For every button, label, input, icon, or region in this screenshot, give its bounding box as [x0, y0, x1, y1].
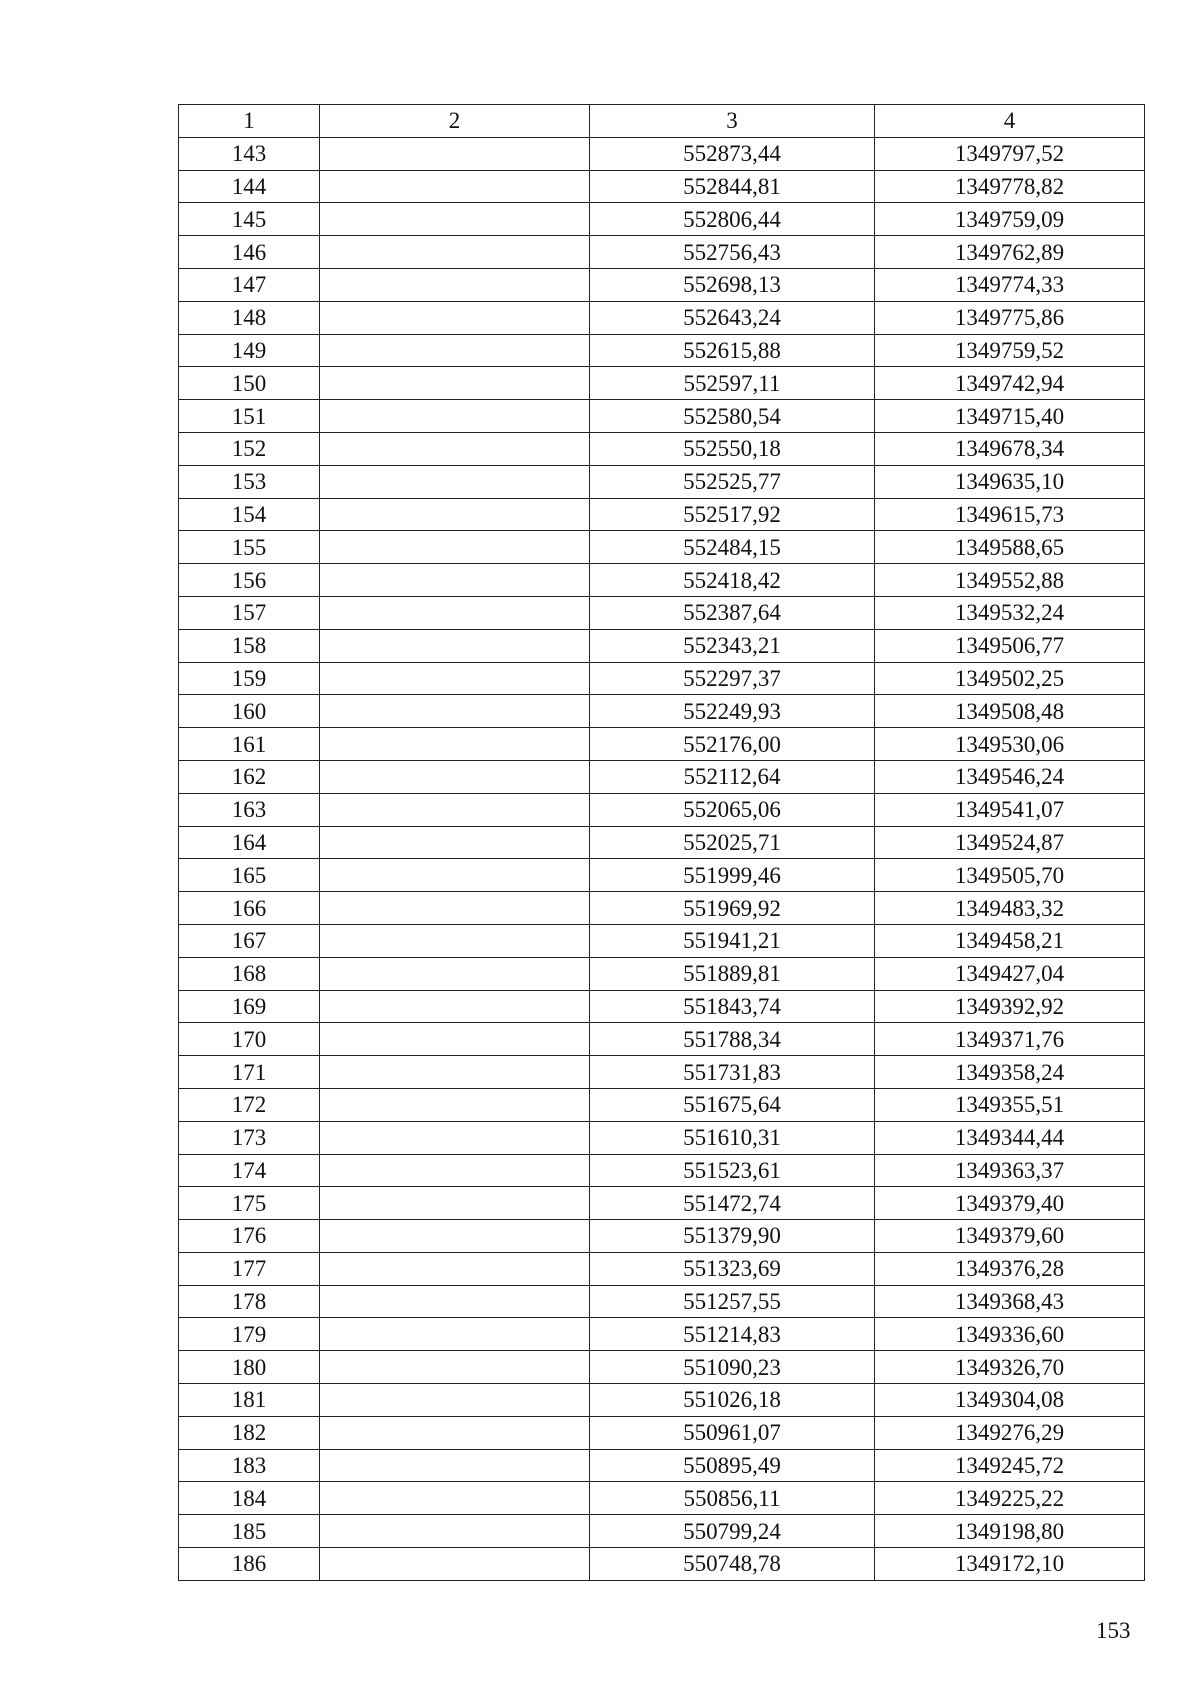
table-cell: 185 — [179, 1515, 320, 1548]
table-cell: 161 — [179, 728, 320, 761]
table-cell: 552484,15 — [590, 531, 875, 564]
table-cell: 179 — [179, 1318, 320, 1351]
table-cell — [320, 892, 590, 925]
table-cell — [320, 662, 590, 695]
table-cell: 1349326,70 — [875, 1351, 1145, 1384]
table-cell: 552698,13 — [590, 268, 875, 301]
table-cell: 1349635,10 — [875, 465, 1145, 498]
table-cell: 1349276,29 — [875, 1416, 1145, 1449]
table-cell: 1349778,82 — [875, 170, 1145, 203]
table-row — [179, 728, 1145, 761]
table-cell: 1349774,33 — [875, 268, 1145, 301]
column-header: 3 — [590, 105, 875, 138]
table-cell: 551675,64 — [590, 1088, 875, 1121]
table-cell — [320, 1515, 590, 1548]
table-cell — [320, 924, 590, 957]
table-cell — [320, 1023, 590, 1056]
table-cell — [320, 1154, 590, 1187]
table-cell: 1349392,92 — [875, 990, 1145, 1023]
table-cell: 1349797,52 — [875, 137, 1145, 170]
table-cell — [320, 957, 590, 990]
table-row — [179, 760, 1145, 793]
table-cell: 1349505,70 — [875, 859, 1145, 892]
table-cell: 1349588,65 — [875, 531, 1145, 564]
table-cell: 551731,83 — [590, 1056, 875, 1089]
table-cell: 173 — [179, 1121, 320, 1154]
table-cell: 1349245,72 — [875, 1449, 1145, 1482]
table-cell: 1349304,08 — [875, 1384, 1145, 1417]
table-row — [179, 531, 1145, 564]
table-cell — [320, 990, 590, 1023]
table-cell — [320, 629, 590, 662]
table-cell: 552844,81 — [590, 170, 875, 203]
table-cell: 552643,24 — [590, 301, 875, 334]
table-cell: 551999,46 — [590, 859, 875, 892]
table-row — [179, 957, 1145, 990]
table-cell — [320, 826, 590, 859]
table-row — [179, 1449, 1145, 1482]
table-cell: 169 — [179, 990, 320, 1023]
table-cell: 551889,81 — [590, 957, 875, 990]
table-row — [179, 1285, 1145, 1318]
table-header-row — [179, 105, 1145, 138]
coordinates-table — [178, 104, 1145, 1581]
table-row — [179, 498, 1145, 531]
table-row — [179, 662, 1145, 695]
table-row — [179, 1318, 1145, 1351]
table-cell: 1349225,22 — [875, 1482, 1145, 1515]
table-cell: 144 — [179, 170, 320, 203]
table-cell — [320, 498, 590, 531]
table-cell: 1349541,07 — [875, 793, 1145, 826]
table-row — [179, 170, 1145, 203]
table-cell: 550961,07 — [590, 1416, 875, 1449]
table-row — [179, 1548, 1145, 1581]
table-row — [179, 1515, 1145, 1548]
table-row — [179, 1384, 1145, 1417]
table-row — [179, 334, 1145, 367]
table-cell: 552176,00 — [590, 728, 875, 761]
table-cell: 552615,88 — [590, 334, 875, 367]
table-cell — [320, 268, 590, 301]
table-cell — [320, 728, 590, 761]
table-cell: 155 — [179, 531, 320, 564]
table-row — [179, 203, 1145, 236]
table-cell: 1349355,51 — [875, 1088, 1145, 1121]
table-cell: 170 — [179, 1023, 320, 1056]
table-cell: 1349678,34 — [875, 432, 1145, 465]
table-cell — [320, 1252, 590, 1285]
table-row — [179, 1252, 1145, 1285]
table-cell: 1349363,37 — [875, 1154, 1145, 1187]
table-cell: 551214,83 — [590, 1318, 875, 1351]
table-row — [179, 236, 1145, 269]
table-cell: 1349483,32 — [875, 892, 1145, 925]
table-cell — [320, 1548, 590, 1581]
table-cell: 158 — [179, 629, 320, 662]
table-row — [179, 432, 1145, 465]
table-cell: 551257,55 — [590, 1285, 875, 1318]
table-row — [179, 695, 1145, 728]
table-row — [179, 1154, 1145, 1187]
table-cell: 154 — [179, 498, 320, 531]
table-cell — [320, 1416, 590, 1449]
column-header: 2 — [320, 105, 590, 138]
table-cell: 551969,92 — [590, 892, 875, 925]
table-cell: 1349715,40 — [875, 400, 1145, 433]
table-cell: 1349524,87 — [875, 826, 1145, 859]
table-cell: 1349552,88 — [875, 564, 1145, 597]
table-cell: 551379,90 — [590, 1220, 875, 1253]
table-row — [179, 924, 1145, 957]
table-cell: 1349368,43 — [875, 1285, 1145, 1318]
table-cell: 1349427,04 — [875, 957, 1145, 990]
table-cell: 175 — [179, 1187, 320, 1220]
table-cell: 178 — [179, 1285, 320, 1318]
table-cell — [320, 1056, 590, 1089]
table-cell: 550856,11 — [590, 1482, 875, 1515]
table-cell: 168 — [179, 957, 320, 990]
table-cell: 552387,64 — [590, 596, 875, 629]
table-cell: 1349502,25 — [875, 662, 1145, 695]
table-cell: 552249,93 — [590, 695, 875, 728]
table-cell: 552112,64 — [590, 760, 875, 793]
table-cell: 145 — [179, 203, 320, 236]
table-cell: 1349532,24 — [875, 596, 1145, 629]
table-cell: 1349358,24 — [875, 1056, 1145, 1089]
table-cell: 149 — [179, 334, 320, 367]
table-row — [179, 1187, 1145, 1220]
table-cell: 552756,43 — [590, 236, 875, 269]
table-cell: 551843,74 — [590, 990, 875, 1023]
table-cell: 160 — [179, 695, 320, 728]
table-cell: 1349458,21 — [875, 924, 1145, 957]
table-cell: 164 — [179, 826, 320, 859]
table-row — [179, 564, 1145, 597]
table-cell: 183 — [179, 1449, 320, 1482]
table-row — [179, 990, 1145, 1023]
table-cell: 1349371,76 — [875, 1023, 1145, 1056]
table-cell — [320, 1285, 590, 1318]
table-cell: 551472,74 — [590, 1187, 875, 1220]
table-cell: 550748,78 — [590, 1548, 875, 1581]
table-cell: 182 — [179, 1416, 320, 1449]
table-row — [179, 859, 1145, 892]
table-cell: 151 — [179, 400, 320, 433]
table-cell — [320, 1318, 590, 1351]
table-cell — [320, 170, 590, 203]
table-cell: 184 — [179, 1482, 320, 1515]
table-row — [179, 1482, 1145, 1515]
table-cell: 165 — [179, 859, 320, 892]
table-cell: 1349506,77 — [875, 629, 1145, 662]
table-cell: 552025,71 — [590, 826, 875, 859]
table-cell: 1349759,09 — [875, 203, 1145, 236]
table-row — [179, 629, 1145, 662]
table-row — [179, 400, 1145, 433]
table-cell — [320, 400, 590, 433]
table-cell: 552597,11 — [590, 367, 875, 400]
table-cell: 551523,61 — [590, 1154, 875, 1187]
table-cell — [320, 760, 590, 793]
table-cell: 551026,18 — [590, 1384, 875, 1417]
table-cell: 171 — [179, 1056, 320, 1089]
table-cell: 550799,24 — [590, 1515, 875, 1548]
table-row — [179, 1023, 1145, 1056]
page-number: 153 — [1096, 1618, 1131, 1643]
table-cell — [320, 596, 590, 629]
table-cell: 1349344,44 — [875, 1121, 1145, 1154]
table-body — [179, 137, 1145, 1580]
table-row — [179, 892, 1145, 925]
table-cell: 1349376,28 — [875, 1252, 1145, 1285]
table-cell: 157 — [179, 596, 320, 629]
table-row — [179, 596, 1145, 629]
table-cell: 1349546,24 — [875, 760, 1145, 793]
table-cell: 166 — [179, 892, 320, 925]
table-row — [179, 465, 1145, 498]
table-row — [179, 137, 1145, 170]
table-cell: 552343,21 — [590, 629, 875, 662]
table-cell: 180 — [179, 1351, 320, 1384]
table-row — [179, 1121, 1145, 1154]
table-cell — [320, 859, 590, 892]
table-cell: 1349530,06 — [875, 728, 1145, 761]
table-cell: 1349759,52 — [875, 334, 1145, 367]
table-cell: 1349615,73 — [875, 498, 1145, 531]
table-cell: 551941,21 — [590, 924, 875, 957]
table-cell — [320, 367, 590, 400]
table-cell — [320, 334, 590, 367]
table-cell: 156 — [179, 564, 320, 597]
table-cell — [320, 564, 590, 597]
table-row — [179, 826, 1145, 859]
table-row — [179, 1220, 1145, 1253]
table-cell: 162 — [179, 760, 320, 793]
table-cell: 181 — [179, 1384, 320, 1417]
table-cell — [320, 236, 590, 269]
table-row — [179, 793, 1145, 826]
table-row — [179, 268, 1145, 301]
table-cell — [320, 1121, 590, 1154]
table-cell: 552806,44 — [590, 203, 875, 236]
table-cell: 1349379,40 — [875, 1187, 1145, 1220]
table-cell: 167 — [179, 924, 320, 957]
table-cell: 552525,77 — [590, 465, 875, 498]
table-cell: 551788,34 — [590, 1023, 875, 1056]
table-row — [179, 301, 1145, 334]
table-cell: 146 — [179, 236, 320, 269]
table-cell — [320, 465, 590, 498]
table-cell: 552550,18 — [590, 432, 875, 465]
table-cell: 551090,23 — [590, 1351, 875, 1384]
table-row — [179, 1088, 1145, 1121]
table-cell: 1349172,10 — [875, 1548, 1145, 1581]
table-cell: 552517,92 — [590, 498, 875, 531]
column-header: 4 — [875, 105, 1145, 138]
table-cell — [320, 1449, 590, 1482]
table-cell — [320, 793, 590, 826]
table-cell: 1349775,86 — [875, 301, 1145, 334]
table-cell: 172 — [179, 1088, 320, 1121]
table-cell: 550895,49 — [590, 1449, 875, 1482]
table-cell: 551610,31 — [590, 1121, 875, 1154]
table-cell: 1349762,89 — [875, 236, 1145, 269]
table-cell: 174 — [179, 1154, 320, 1187]
table-cell: 153 — [179, 465, 320, 498]
table-cell: 552873,44 — [590, 137, 875, 170]
table-cell — [320, 1351, 590, 1384]
table-row — [179, 1351, 1145, 1384]
table-cell — [320, 695, 590, 728]
table-cell: 1349198,80 — [875, 1515, 1145, 1548]
table-cell: 552418,42 — [590, 564, 875, 597]
table-cell — [320, 432, 590, 465]
table-cell: 552580,54 — [590, 400, 875, 433]
table-cell: 1349336,60 — [875, 1318, 1145, 1351]
table-cell — [320, 301, 590, 334]
table-cell: 1349379,60 — [875, 1220, 1145, 1253]
table-cell: 552297,37 — [590, 662, 875, 695]
table-cell: 176 — [179, 1220, 320, 1253]
table-cell — [320, 137, 590, 170]
table-row — [179, 367, 1145, 400]
table-cell — [320, 1482, 590, 1515]
table-cell: 552065,06 — [590, 793, 875, 826]
table-cell — [320, 203, 590, 236]
table-cell: 177 — [179, 1252, 320, 1285]
table-cell: 186 — [179, 1548, 320, 1581]
table-cell: 551323,69 — [590, 1252, 875, 1285]
table-cell: 1349742,94 — [875, 367, 1145, 400]
table-cell: 147 — [179, 268, 320, 301]
table-cell — [320, 1384, 590, 1417]
column-header: 1 — [179, 105, 320, 138]
table-cell: 163 — [179, 793, 320, 826]
table-cell: 150 — [179, 367, 320, 400]
table-cell — [320, 1088, 590, 1121]
table-cell — [320, 1220, 590, 1253]
table-cell: 148 — [179, 301, 320, 334]
table-cell — [320, 531, 590, 564]
table-row — [179, 1056, 1145, 1089]
table-cell — [320, 1187, 590, 1220]
table-cell: 152 — [179, 432, 320, 465]
table-cell: 159 — [179, 662, 320, 695]
table-row — [179, 1416, 1145, 1449]
table-cell: 1349508,48 — [875, 695, 1145, 728]
table-cell: 143 — [179, 137, 320, 170]
